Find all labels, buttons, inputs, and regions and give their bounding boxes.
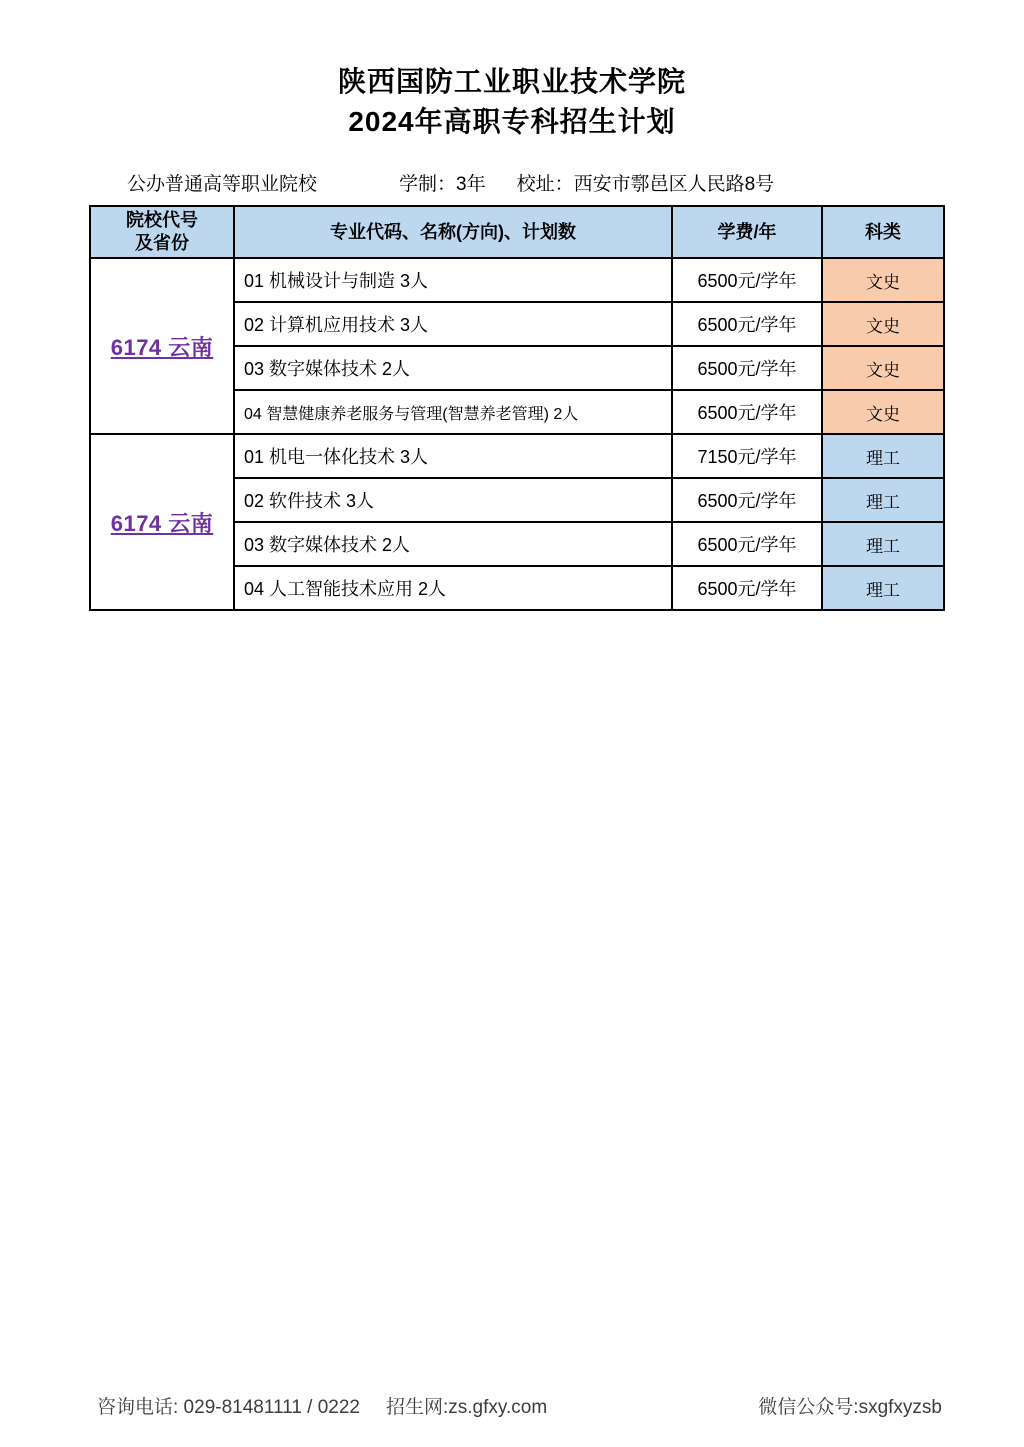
school-info-line <box>127 169 774 196</box>
footer-wechat: 微信公众号:sxgfxyzsb <box>758 1397 942 1418</box>
major-cell: 02 计算机应用技术 3人 <box>234 302 672 346</box>
major-cell: 02 软件技术 3人 <box>234 478 672 522</box>
category-cell: 文史 <box>822 346 944 390</box>
fee-cell: 6500元/学年 <box>672 346 822 390</box>
category-cell: 理工 <box>822 522 944 566</box>
fee-cell: 6500元/学年 <box>672 566 822 610</box>
header-major: 专业代码、名称(方向)、计划数 <box>234 206 672 258</box>
footer-bar <box>97 1392 942 1419</box>
enrollment-plan-table <box>89 205 945 611</box>
header-category: 科类 <box>822 206 944 258</box>
major-cell: 01 机电一体化技术 3人 <box>234 434 672 478</box>
title-block <box>0 62 1024 142</box>
college-code-cell-group2 <box>90 434 234 610</box>
table-row <box>90 434 944 478</box>
category-cell: 理工 <box>822 478 944 522</box>
header-college-code-line2: 及省份 <box>135 233 189 253</box>
college-code-cell-group1 <box>90 258 234 434</box>
school-address-label: 校址：西安市鄠邑区人民路8号 <box>516 174 775 195</box>
category-cell: 理工 <box>822 566 944 610</box>
page-subtitle: 2024年高职专科招生计划 <box>348 106 676 137</box>
fee-cell: 6500元/学年 <box>672 522 822 566</box>
fee-cell: 6500元/学年 <box>672 390 822 434</box>
header-college-code <box>90 206 234 258</box>
fee-cell: 6500元/学年 <box>672 302 822 346</box>
category-cell: 文史 <box>822 390 944 434</box>
college-code-link-group1[interactable]: 6174 云南 <box>110 334 214 360</box>
page-title: 陕西国防工业职业技术学院 <box>337 66 686 97</box>
major-cell: 04 智慧健康养老服务与管理(智慧养老管理) 2人 <box>234 390 672 434</box>
major-cell: 03 数字媒体技术 2人 <box>234 346 672 390</box>
header-fee: 学费/年 <box>672 206 822 258</box>
school-type-label: 公办普通高等职业院校 <box>127 174 318 195</box>
footer-phone: 咨询电话: 029-81481111 / 0222 <box>97 1397 360 1418</box>
study-duration-label: 学制：3年 <box>399 174 486 195</box>
table-header-row <box>90 206 944 258</box>
footer-website: 招生网:zs.gfxy.com <box>386 1397 548 1418</box>
major-cell: 03 数字媒体技术 2人 <box>234 522 672 566</box>
category-cell: 理工 <box>822 434 944 478</box>
fee-cell: 6500元/学年 <box>672 258 822 302</box>
fee-cell: 7150元/学年 <box>672 434 822 478</box>
category-cell: 文史 <box>822 302 944 346</box>
table-row <box>90 258 944 302</box>
major-cell: 04 人工智能技术应用 2人 <box>234 566 672 610</box>
major-cell: 01 机械设计与制造 3人 <box>234 258 672 302</box>
fee-cell: 6500元/学年 <box>672 478 822 522</box>
college-code-link-group2[interactable]: 6174 云南 <box>110 510 214 536</box>
category-cell: 文史 <box>822 258 944 302</box>
header-college-code-line1: 院校代号 <box>126 210 198 230</box>
